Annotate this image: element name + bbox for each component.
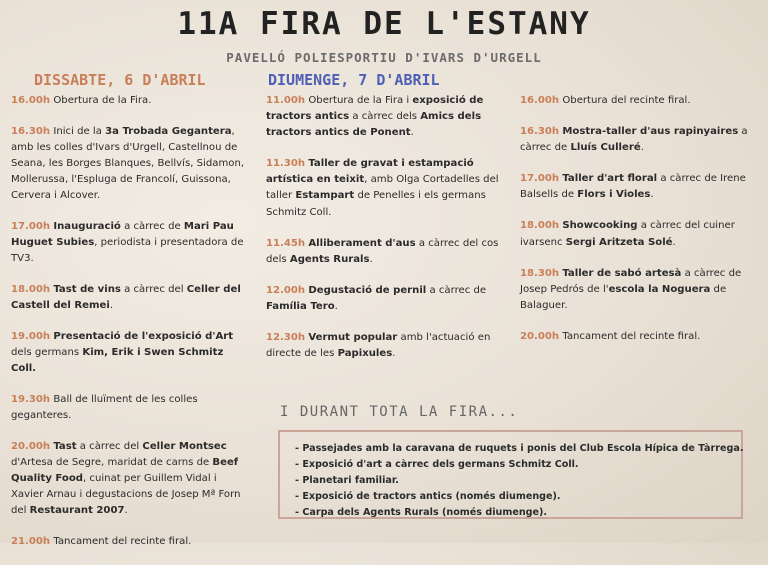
event-time: 17.00h [520, 173, 560, 185]
during-fair-list [295, 441, 744, 521]
event-description: Tancament del recinte firal. [562, 330, 701, 342]
event-time: 16.30h [11, 125, 51, 137]
schedule-event [11, 534, 251, 550]
event-description: Obertura del recinte firal. [562, 95, 691, 106]
event-time: 20.00h [11, 440, 51, 452]
event-description: Tast de vins a càrrec del Celler del Castell del Remei. [11, 283, 241, 311]
event-time: 18.00h [11, 283, 51, 295]
event-time: 11.30h [266, 158, 306, 170]
sunday-heading: DIUMENGE, 7 D'ABRIL [268, 71, 440, 89]
event-description: Taller d'art floral a càrrec de Irene Balsells de Flors i Violes. [520, 173, 746, 201]
list-item: - Carpa dels Agents Rurals (només diumenge). [295, 507, 548, 518]
event-description: Inici de la 3a Trobada Gegantera, amb les colles d'Ivars d'Urgell, Castellnou de Seana, les Borges Blanques, Bellvís, Sidamon, Mollerussa, l'Espluga de Francolí, Guissona, Cervera i Alcover. [11, 125, 245, 202]
event-time: 20.00h [520, 330, 560, 342]
during-fair-box [278, 430, 743, 519]
event-description: Obertura de la Fira. [53, 95, 152, 106]
during-fair-heading: I DURANT TOTA LA FIRA... [280, 404, 519, 420]
event-time: 16.00h [520, 95, 560, 106]
saturday-heading: DISSABTE, 6 D'ABRIL [34, 71, 206, 89]
event-time: 17.00h [11, 220, 51, 232]
schedule-event [11, 282, 251, 314]
sunday-morning-schedule [266, 93, 506, 377]
event-description: Ball de lluïment de les colles geganteres. [11, 393, 198, 421]
event-time: 19.30h [11, 393, 51, 405]
event-description: Mostra-taller d'aus rapinyaires a càrrec de Lluís Culleré. [520, 126, 748, 154]
schedule-event [266, 93, 506, 141]
schedule-event [11, 219, 251, 267]
event-description: Degustació de pernil a càrrec de Família Tero. [266, 284, 487, 312]
schedule-event [520, 93, 758, 109]
list-item: - Exposició de tractors antics (només diumenge). [295, 491, 561, 502]
event-description: Vermut popular amb l'actuació en directe de les Papixules. [266, 332, 491, 360]
event-time: 11.45h [266, 237, 306, 249]
event-description: Tancament del recinte firal. [53, 535, 192, 547]
schedule-event [11, 329, 251, 377]
event-description: Presentació de l'exposició d'Art dels germans Kim, Erik i Swen Schmitz Coll. [11, 330, 234, 374]
event-time: 18.30h [520, 267, 560, 279]
event-time: 18.00h [520, 220, 560, 232]
schedule-event [266, 283, 506, 315]
page-title: 11A FIRA DE L'ESTANY [177, 6, 591, 42]
event-time: 12.00h [266, 284, 306, 296]
schedule-event [11, 124, 251, 204]
schedule-event [266, 236, 506, 268]
list-item: - Passejades amb la caravana de ruquets i ponis del Club Escola Hípica de Tàrrega. [295, 443, 744, 454]
list-item: - Planetari familiar. [295, 475, 399, 486]
schedule-event [520, 218, 758, 250]
schedule-event [266, 330, 506, 362]
schedule-event [266, 156, 506, 220]
event-description: Taller de sabó artesà a càrrec de Josep Pedrós de l'escola la Noguera de Balaguer. [520, 267, 742, 311]
event-time: 19.00h [11, 330, 51, 342]
schedule-event [520, 171, 758, 203]
event-description: Inauguració a càrrec de Mari Pau Huguet Subies, periodista i presentadora de TV3. [11, 220, 244, 265]
schedule-event [11, 93, 251, 109]
saturday-schedule [11, 93, 251, 565]
schedule-event [520, 266, 758, 314]
schedule-event [520, 329, 758, 345]
event-time: 12.30h [266, 332, 306, 344]
event-description: Alliberament d'aus a càrrec del cos dels Agents Rurals. [266, 237, 499, 265]
event-description: Obertura de la Fira i exposició de tractors antics a càrrec dels Amics dels tractors antics de Ponent. [266, 95, 484, 139]
list-item: - Exposició d'art a càrrec dels germans Schmitz Coll. [295, 459, 579, 470]
schedule-event [11, 439, 251, 519]
event-description: Taller de gravat i estampació artística en teixit, amb Olga Cortadelles del taller Estampart de Penelles i els germans Schmitz Coll. [266, 158, 499, 218]
venue-subtitle: PAVELLÓ POLIESPORTIU D'IVARS D'URGELL [226, 50, 542, 65]
schedule-event [520, 124, 758, 156]
event-time: 21.00h [11, 535, 51, 547]
schedule-event [11, 392, 251, 424]
event-time: 16.30h [520, 126, 560, 138]
event-time: 11.00h [266, 95, 306, 106]
sunday-afternoon-schedule [520, 93, 758, 360]
event-description: Showcooking a càrrec del cuiner ivarsenc Sergi Aritzeta Solé. [520, 220, 735, 248]
event-description: Tast a càrrec del Celler Montsec d'Artesa de Segre, maridat de carns de Beef Quality Food, cuinat per Guillem Vidal i Xavier Arnau i degustacions de Josep Mª Forn del Restaurant 2007. [11, 440, 241, 516]
event-time: 16.00h [11, 95, 51, 106]
